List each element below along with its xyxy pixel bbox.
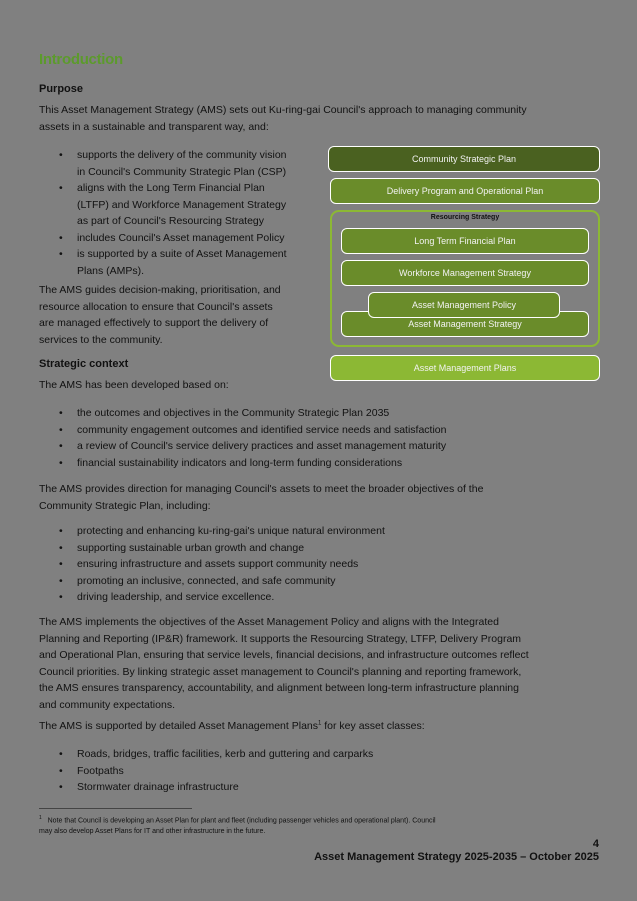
diagram-box-asset-management-policy: Asset Management Policy: [368, 292, 560, 318]
bullet-icon: •: [59, 541, 63, 554]
planning-framework-diagram: [328, 146, 600, 386]
bullet-icon: •: [59, 423, 63, 436]
list-item: [39, 230, 329, 247]
list-item-text: driving leadership, and service excellence.: [77, 591, 275, 603]
list-item-text: promoting an inclusive, connected, and safe community: [77, 574, 336, 587]
list-item-text: includes Council's Asset management Policy: [77, 231, 285, 244]
footer-title: Asset Management Strategy 2025-2035 – October 2025: [314, 851, 599, 863]
bullet-icon: •: [59, 781, 63, 793]
list-item-text: aligns with the Long Term Financial Plan: [77, 182, 265, 194]
paragraph-line: and community expectations.: [39, 698, 175, 711]
list-item: [39, 779, 599, 796]
list-item: [39, 180, 329, 230]
purpose-bullets: [39, 147, 329, 279]
bullet-icon: •: [59, 182, 63, 194]
paragraph-line: The AMS guides decision-making, prioritisation, and: [39, 284, 281, 296]
list-item-text: supports the delivery of the community vision: [77, 149, 287, 161]
bullet-icon: •: [59, 574, 63, 587]
strategic-intro: The AMS has been developed based on:: [39, 379, 229, 391]
strategic-bullets: [39, 405, 599, 471]
resourcing-strategy-label: Resourcing Strategy: [430, 214, 500, 221]
paragraph-text: The AMS is supported by detailed Asset Management Plans: [39, 720, 318, 732]
diagram-box-asset-management-plans: Asset Management Plans: [330, 355, 600, 381]
list-item: [39, 147, 329, 180]
supported-by-paragraph: [39, 718, 609, 735]
diagram-box-asset-management-strategy: Asset Management Strategy: [341, 311, 589, 337]
list-item-text: Stormwater drainage infrastructure: [77, 781, 239, 793]
paragraph-line: Community Strategic Plan, including:: [39, 499, 211, 512]
footnote-text: may also develop Asset Plans for IT and other infrastructure in the future.: [39, 827, 266, 835]
list-item: [39, 589, 599, 606]
paragraph-line: services to the community.: [39, 333, 163, 346]
list-item: [39, 438, 599, 455]
list-item-text: Roads, bridges, traffic facilities, kerb and guttering and carparks: [77, 748, 374, 760]
footnote-text: Note that Council is developing an Asset Plan for plant and fleet (including passenger vehicles and operational plant). Council: [47, 817, 436, 825]
diagram-box-ltfp: Long Term Financial Plan: [341, 228, 589, 254]
paragraph-line: the AMS ensures transparency, accountability, and alignment between long-term infrastructure planning: [39, 682, 519, 694]
purpose-guides-paragraph: [39, 282, 329, 348]
implements-paragraph: [39, 614, 609, 713]
purpose-intro: [39, 102, 609, 135]
footnote-divider: [39, 808, 192, 809]
list-item-text: community engagement outcomes and identified service needs and satisfaction: [77, 423, 447, 436]
bullet-icon: •: [59, 440, 63, 452]
list-item-text: Footpaths: [77, 764, 124, 777]
page-number: 4: [592, 838, 599, 850]
list-item: [39, 405, 599, 422]
bullet-icon: •: [59, 591, 63, 603]
diagram-box-workforce-strategy: Workforce Management Strategy: [341, 260, 589, 286]
purpose-intro-line: assets in a sustainable and transparent way, and:: [39, 120, 269, 133]
list-item-text: the outcomes and objectives in the Community Strategic Plan 2035: [77, 407, 390, 419]
footnote-reference[interactable]: 1: [318, 720, 322, 727]
resourcing-strategy-group: [330, 210, 600, 347]
list-item: [39, 422, 599, 439]
objectives-bullets: [39, 523, 599, 606]
bullet-icon: •: [59, 407, 63, 419]
paragraph-text: for key asset classes:: [321, 720, 425, 732]
list-item-text: (LTFP) and Workforce Management Strategy: [77, 198, 287, 211]
paragraph-line: are managed effectively to support the delivery of: [39, 317, 269, 329]
list-item-text: financial sustainability indicators and long-term funding considerations: [77, 456, 403, 469]
list-item: [39, 556, 599, 573]
list-item-text: is supported by a suite of Asset Management: [77, 248, 287, 260]
bullet-icon: •: [59, 558, 63, 570]
purpose-heading: Purpose: [39, 83, 84, 95]
list-item: [39, 763, 599, 780]
purpose-intro-line: This Asset Management Strategy (AMS) sets out Ku-ring-gai Council's approach to managing community: [39, 104, 527, 116]
direction-paragraph: [39, 481, 609, 514]
diagram-box-delivery-program: Delivery Program and Operational Plan: [330, 178, 600, 204]
list-item: [39, 523, 599, 540]
list-item: [39, 246, 329, 279]
section-heading: Introduction: [39, 51, 123, 68]
paragraph-line: The AMS implements the objectives of the Asset Management Policy and aligns with the Integrated: [39, 616, 499, 628]
diagram-box-community-strategic-plan: Community Strategic Plan: [328, 146, 600, 172]
list-item-text: ensuring infrastructure and assets support community needs: [77, 558, 359, 570]
strategic-context-heading: Strategic context: [39, 358, 129, 370]
paragraph-line: and Operational Plan, ensuring that service levels, financial decisions, and infrastructure outcomes reflect: [39, 649, 529, 661]
list-item: [39, 573, 599, 590]
list-item: [39, 540, 599, 557]
asset-classes-bullets: [39, 746, 599, 796]
list-item-text: supporting sustainable urban growth and change: [77, 541, 305, 554]
list-item-text: protecting and enhancing ku-ring-gai's unique natural environment: [77, 525, 385, 537]
bullet-icon: •: [59, 525, 63, 537]
paragraph-line: The AMS provides direction for managing Council's assets to meet the broader objectives of the: [39, 483, 484, 495]
list-item: [39, 746, 599, 763]
bullet-icon: •: [59, 231, 63, 244]
list-item: [39, 455, 599, 472]
paragraph-line: Planning and Reporting (IP&R) framework. It supports the Resourcing Strategy, LTFP, Delivery Program: [39, 632, 522, 645]
bullet-icon: •: [59, 248, 63, 260]
list-item-text: Plans (AMPs).: [77, 264, 145, 277]
bullet-icon: •: [59, 149, 63, 161]
footnote: [39, 813, 599, 837]
list-item-text: in Council's Community Strategic Plan (CSP): [77, 165, 287, 178]
paragraph-line: Council priorities. By linking strategic asset management to Council's planning and reporting framework,: [39, 665, 522, 678]
list-item-text: a review of Council's service delivery practices and asset management maturity: [77, 440, 447, 452]
paragraph-line: resource allocation to ensure that Council's assets: [39, 300, 273, 313]
list-item-text: as part of Council's Resourcing Strategy: [77, 215, 265, 227]
bullet-icon: •: [59, 764, 63, 777]
bullet-icon: •: [59, 456, 63, 469]
bullet-icon: •: [59, 748, 63, 760]
footnote-marker: 1: [39, 815, 42, 821]
